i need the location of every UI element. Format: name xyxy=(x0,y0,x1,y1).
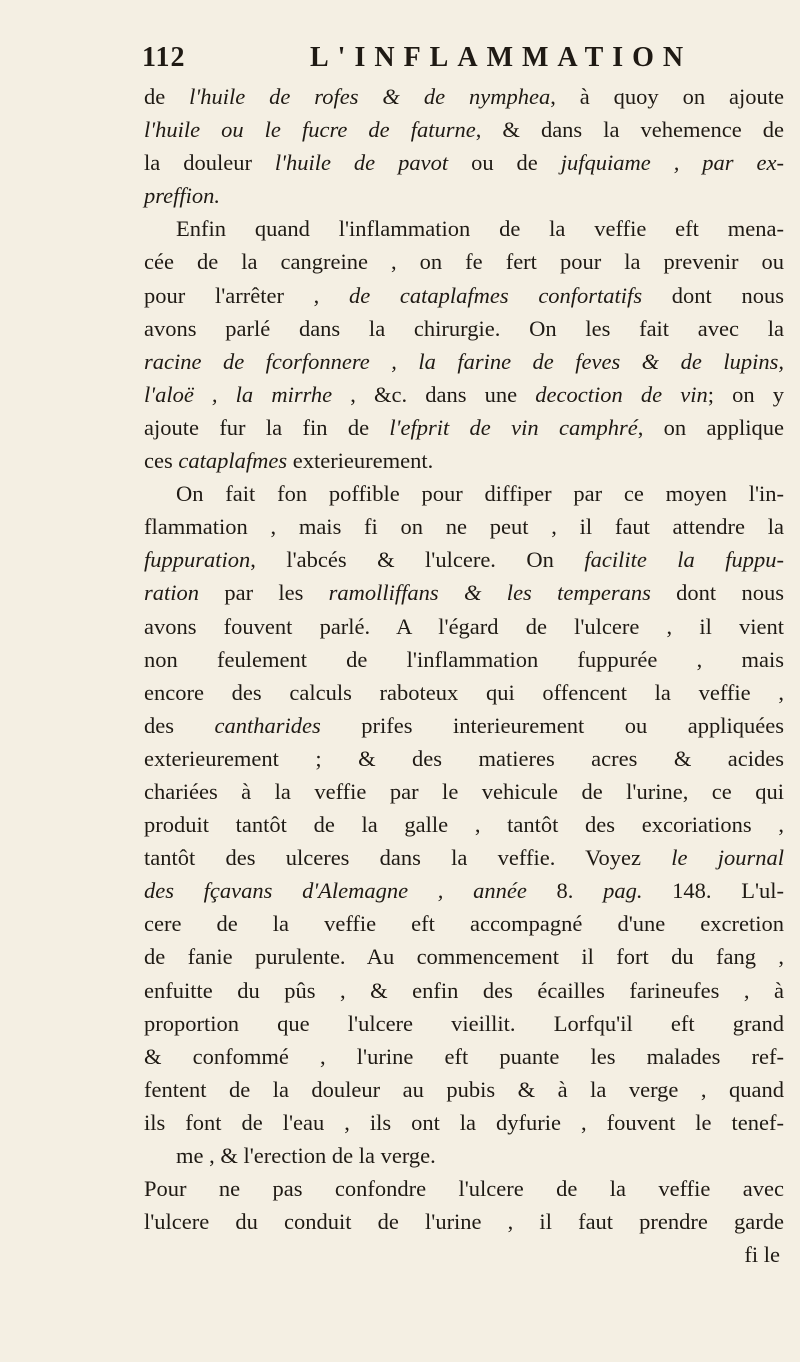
text-line xyxy=(144,179,784,212)
roman-text: chariées à la veffie par le vehicule de l'urine, ce qui xyxy=(144,778,784,804)
roman-text: exterieurement ; & des matieres acres & acides xyxy=(144,745,784,771)
roman-text: avons parlé dans la chirurgie. On les fait avec la xyxy=(144,315,784,341)
roman-text: avons fouvent parlé. A l'égard de l'ulcere , il vient xyxy=(144,613,784,639)
roman-text: flammation , mais fi on ne peut , il faut attendre la xyxy=(144,514,784,540)
roman-text: la douleur xyxy=(144,150,275,176)
text-line xyxy=(144,113,784,146)
roman-text: ajoute fur la fin de xyxy=(144,414,390,440)
text-line xyxy=(144,279,784,312)
text-line xyxy=(144,345,784,378)
italic-text: l'huile de pavot xyxy=(274,150,449,176)
roman-text: pour l'arrêter , xyxy=(144,282,349,308)
text-line xyxy=(144,1238,784,1271)
roman-text: dont nous xyxy=(650,580,784,606)
roman-text: me , & l'erection de la verge. xyxy=(176,1143,436,1168)
page-header xyxy=(142,42,782,82)
italic-text: l'huile de rofes & de nymphea xyxy=(189,84,551,109)
italic-text: cantharides xyxy=(214,712,321,738)
italic-text: fuppuration xyxy=(144,547,251,573)
text-line xyxy=(144,676,784,709)
running-title: L'INFLAMMATION xyxy=(310,42,693,73)
italic-text: preffion. xyxy=(144,183,221,209)
roman-text: encore des calculs raboteux qui offencent la veffie , xyxy=(144,679,784,705)
roman-text: ou de xyxy=(448,150,561,176)
italic-text: jufquiame , par ex- xyxy=(560,150,784,176)
text-line xyxy=(144,543,784,576)
text-line xyxy=(144,312,784,345)
roman-text: , à quoy on ajoute xyxy=(550,84,784,109)
roman-text: & confommé , l'urine eft puante les malades ref- xyxy=(144,1043,784,1069)
roman-text: tantôt des ulceres dans la veffie. Voyez xyxy=(144,845,672,871)
roman-text: de fanie purulente. Au commencement il fort du fang , xyxy=(144,944,784,970)
text-line xyxy=(144,444,784,477)
text-line xyxy=(144,1172,784,1205)
roman-text: des xyxy=(144,712,215,738)
italic-text: facilite la fuppu- xyxy=(584,547,785,573)
text-line xyxy=(144,1106,784,1139)
roman-text: enfuitte du pûs , & enfin des écailles farineufes , à xyxy=(144,977,784,1003)
italic-text: cataplafmes xyxy=(178,448,288,474)
text-line xyxy=(144,477,784,510)
italic-text: ration xyxy=(144,580,200,606)
italic-text: pag. xyxy=(603,878,643,904)
text-line xyxy=(144,1205,784,1238)
roman-text: par les xyxy=(199,580,329,606)
text-line xyxy=(144,874,784,907)
italic-text: l'aloë , la mirrhe xyxy=(144,381,333,407)
roman-text: cere de la veffie eft accompagné d'une excretion xyxy=(144,911,784,937)
italic-text: le journal xyxy=(671,845,784,871)
italic-text: ramolliffans & les temperans xyxy=(328,580,651,606)
roman-text: 148. L'ul- xyxy=(642,878,785,904)
text-line xyxy=(144,80,784,113)
text-line xyxy=(144,1073,784,1106)
text-line xyxy=(144,212,784,245)
italic-text: de cataplafmes confortatifs xyxy=(348,282,643,308)
text-line xyxy=(144,775,784,808)
roman-text: , on applique xyxy=(637,414,784,440)
roman-text: ; on y xyxy=(707,381,784,407)
roman-text: , & dans la vehemence de xyxy=(475,117,785,143)
page-number: 112 xyxy=(142,42,186,73)
text-line xyxy=(144,709,784,742)
text-line xyxy=(144,576,784,609)
text-line xyxy=(144,643,784,676)
text-line xyxy=(144,742,784,775)
italic-text: decoction de vin xyxy=(535,381,708,407)
roman-text: , &c. dans une xyxy=(332,381,536,407)
roman-text: , l'abcés & l'ulcere. On xyxy=(250,547,585,573)
roman-text: fentent de la douleur au pubis & à la verge , quand xyxy=(144,1076,784,1102)
italic-text: des fçavans d'Alemagne , année xyxy=(144,878,527,904)
roman-text: ils font de l'eau , ils ont la dyfurie , fouvent le tenef- xyxy=(144,1109,784,1135)
text-line xyxy=(144,974,784,1007)
roman-text: proportion que l'ulcere vieillit. Lorfqu'il eft grand xyxy=(144,1010,784,1036)
text-line xyxy=(144,510,784,543)
roman-text: fi le xyxy=(744,1242,780,1268)
text-line xyxy=(144,146,784,179)
roman-text: produit tantôt de la galle , tantôt des excoriations , xyxy=(144,812,784,838)
roman-text: Enfin quand l'inflammation de la veffie eft mena- xyxy=(176,216,784,242)
roman-text: non feulement de l'inflammation fuppurée , mais xyxy=(144,646,784,672)
italic-text: racine de fcorfonnere , la farine de feves & de lupins, xyxy=(144,348,784,374)
roman-text: de xyxy=(144,84,190,109)
text-line xyxy=(144,411,784,444)
italic-text: l'huile ou le fucre de faturne xyxy=(144,117,476,143)
roman-text: l'ulcere du conduit de l'urine , il faut prendre garde xyxy=(144,1209,784,1235)
roman-text: 8. xyxy=(526,878,604,904)
roman-text: On fait fon poffible pour diffiper par ce moyen l'in- xyxy=(176,481,784,507)
text-line xyxy=(144,245,784,278)
text-line xyxy=(144,940,784,973)
roman-text: ces xyxy=(144,448,179,474)
text-line xyxy=(144,378,784,411)
text-line xyxy=(144,841,784,874)
body-text xyxy=(144,80,784,1271)
roman-text: exterieurement. xyxy=(287,448,434,474)
text-line xyxy=(144,610,784,643)
text-line xyxy=(144,907,784,940)
text-line xyxy=(144,1040,784,1073)
text-line xyxy=(144,1007,784,1040)
text-line xyxy=(144,808,784,841)
roman-text: cée de la cangreine , on fe fert pour la prevenir ou xyxy=(144,249,784,275)
roman-text: dont nous xyxy=(642,282,784,308)
text-line xyxy=(144,1139,784,1172)
italic-text: l'efprit de vin camphré xyxy=(389,414,638,440)
roman-text: prifes interieurement ou appliquées xyxy=(320,712,784,738)
roman-text: Pour ne pas confondre l'ulcere de la veffie avec xyxy=(144,1176,784,1202)
